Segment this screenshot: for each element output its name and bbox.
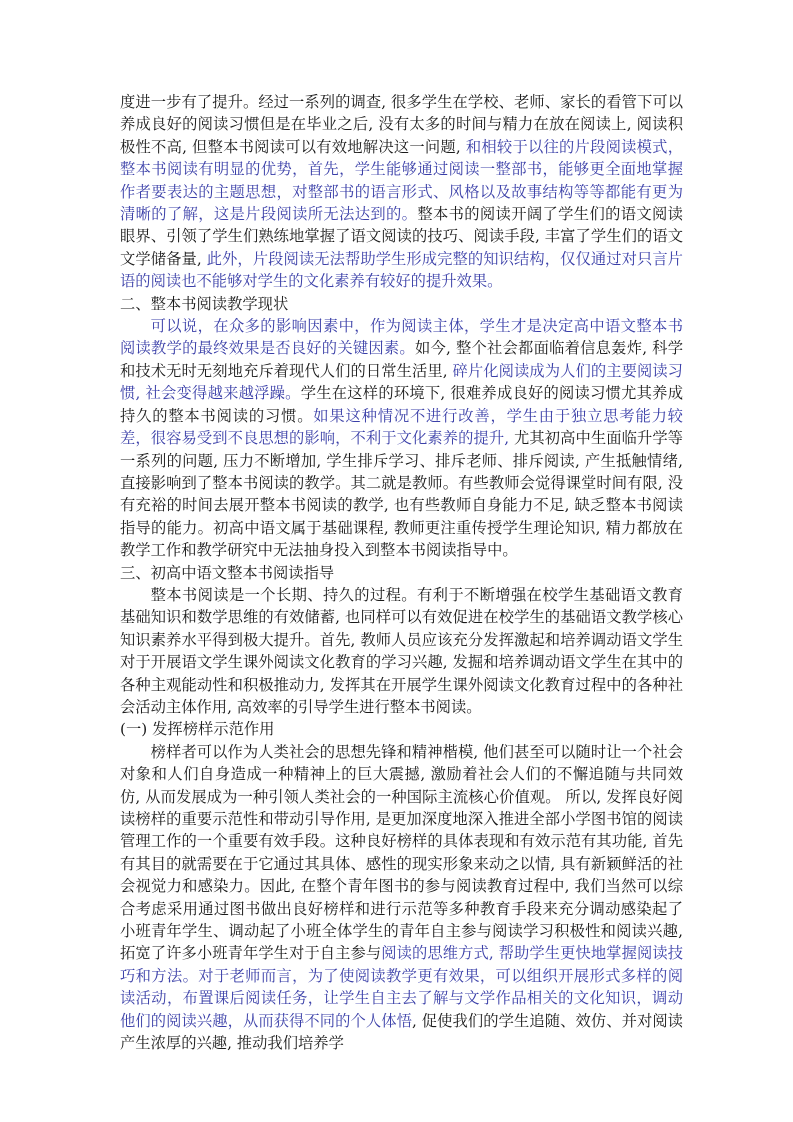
highlighted-text: 可以说，在众多的影响因素中，作为阅读主体，学生才是决定高中语文整本书阅读教学的最终效果是否良好的关键因素。 xyxy=(120,317,683,358)
body-paragraph xyxy=(120,91,683,293)
body-text: 整本书的阅读开阔了学生们的语文阅读眼界、引领了学生们熟练地掌握了语文阅读的技巧、阅读手段, 丰富了学生们的语文文学储备量, xyxy=(120,205,683,268)
highlighted-text: 阅读的思维方式, 帮助学生更快地掌握阅读技巧和方法。对于老师而言，为了使阅读教学更有效果，可以组织开展形式多样的阅读活动，布置课后阅读任务，让学生自主去了解与文学作品相关的文化知识，调动他们的阅读兴趣，从而获得不同的个人体悟 xyxy=(120,944,683,1030)
section-heading: 三、初高中语文整本书阅读指导 xyxy=(120,563,335,582)
highlighted-text: 如果这种情况不进行改善，学生由于独立思考能力较差，很容易受到不良思想的影响，不利于文化素养的提升, xyxy=(120,406,683,448)
body-text: 尤其初高中生面临升学等一系列的问题, 压力不断增加, 学生排斥学习、排斥老师、排斥阅读, 产生抵触情绪, 直接影响到了整本书阅读的教学。其二就是教师。有些教师会觉得课堂时间有限, 没有充裕的时间去展开整本书阅读的教学, 也有些教师自身能力不足, 缺乏整本书阅读指导的能力。初高中语文属于基础课程, 教师更注重传授学生理论知识, 精力都放在教学工作和教学研究中无法抽身投入到整本书阅读指导中。 xyxy=(120,429,683,560)
body-text: 榜样者可以作为人类社会的思想先锋和精神楷模, 他们甚至可以随时让一个社会对象和人们自身造成一种精神上的巨大震撼, 激励着社会人们的不懈追随与共同效仿, 从而发展成为一种引领人类社会的一种国际主流核心价值观。 所以, 发挥良好阅读榜样的重要示范性和带动引导作用, 是更加深度地深入推进全部小学图书馆的阅读管理工作的一个重要有效手段。这种良好榜样的具体表现和有效示范有其功能, 首先有其目的就需要在于它通过其具体、感性的现实形象来动之以情, 具有新颖鲜活的社会视觉力和感染力。因此, 在整个青年图书的参与阅读教育过程中, 我们当然可以综合考虑采用通过图书做出良好榜样和进行示范等多种教育手段来充分调动感染起了小班青年学生、调动起了小班全体学生的青年自主参与阅读学习积极性和阅读兴趣, 拓宽了许多小班青年学生对于自主参与 xyxy=(120,742,683,963)
highlighted-text: 碎片化阅读成为人们的主要阅读习惯, 社会变得越来越浮躁。 xyxy=(120,361,683,403)
body-paragraph xyxy=(120,584,683,718)
body-paragraph xyxy=(120,741,683,1055)
body-text: 度进一步有了提升。经过一系列的调查, 很多学生在学校、老师、家长的看管下可以养成良好的阅读习惯但是在毕业之后, 没有太多的时间与精力在放在阅读上, 阅读积极性不高, 但整本书阅读可以有效地解决这一问题, xyxy=(120,93,683,156)
body-paragraph xyxy=(120,315,683,561)
section-heading: 二、整本书阅读教学现状 xyxy=(120,294,289,313)
body-text: 如今, 整个社会都面临着信息轰炸, 科学和技术无时无刻地充斥着现代人们的日常生活里, xyxy=(120,339,683,380)
document-body xyxy=(120,91,683,1054)
body-text: 整本书阅读是一个长期、持久的过程。有利于不断增强在校学生基础语文教育基础知识和数学思维的有效储蓄, 也同样可以有效促进在校学生的基础语文教学核心知识素养水平得到极大提升。首先, 教师人员应该充分发挥激起和培养调动语文学生对于开展语文学生课外阅读文化教育的学习兴趣, 发掘和培养调动语文学生在其中的各种主观能动性和积极推动力, 发挥其在开展学生课外阅读文化教育过程中的各种社会活动主体作用, 高效率的引导学生进行整本书阅读。 xyxy=(120,585,683,716)
highlighted-text: 和相较于以往的片段阅读模式，整本书阅读有明显的优势，首先，学生能够通过阅读一整部书，能够更全面地掌握作者要表达的主题思想，对整部书的语言形式、风格以及故事结构等等都能有更为清晰的了解，这是片段阅读所无法达到的。 xyxy=(120,137,683,224)
highlighted-text: 此外，片段阅读无法帮助学生形成完整的知识结构，仅仅通过对只言片语的阅读也不能够对学生的文化素养有较好的提升效果。 xyxy=(120,249,683,291)
body-text: 学生在这样的环境下, 很难养成良好的阅读习惯尤其养成持久的整本书阅读的习惯。 xyxy=(120,384,683,425)
section-heading: (一) 发挥榜样示范作用 xyxy=(120,720,275,739)
body-text: , 促使我们的学生追随、效仿、并对阅读产生浓厚的兴趣, 推动我们培养学 xyxy=(120,1011,683,1053)
